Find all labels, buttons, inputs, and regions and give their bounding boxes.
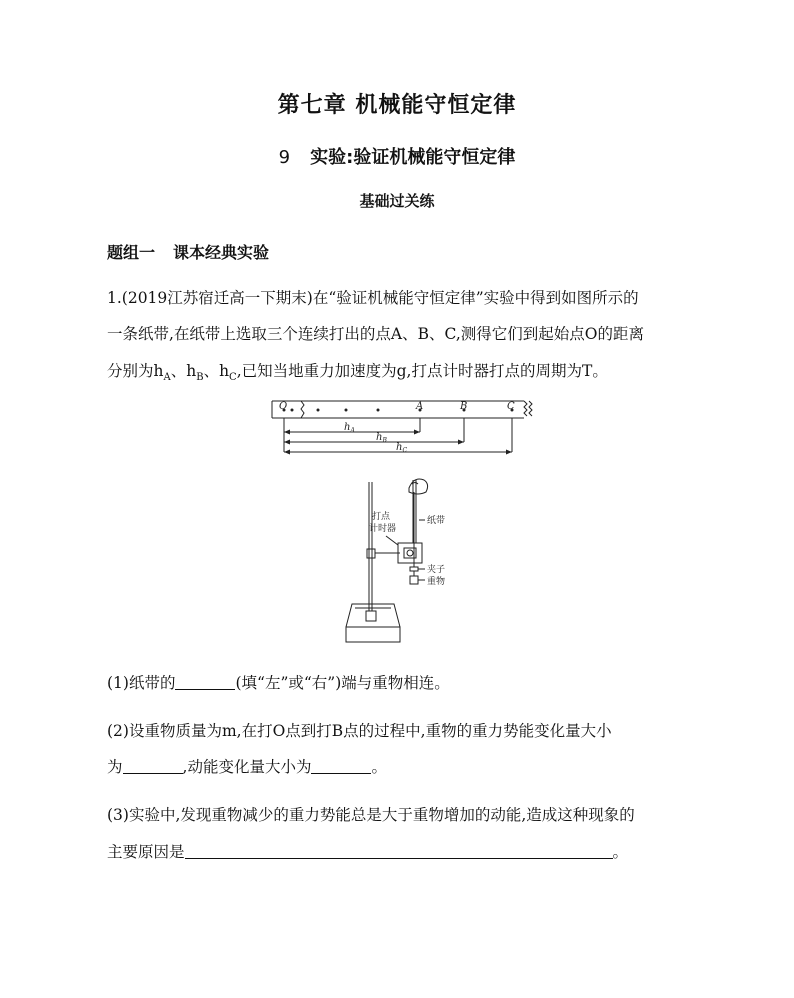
- question-2-line2: 为 ,动能变化量大小为 。: [107, 758, 387, 776]
- question-3-line2: 主要原因是 。: [107, 843, 629, 861]
- answer-blank-2b[interactable]: [311, 758, 371, 775]
- timer-label-1: 打点: [372, 512, 391, 522]
- ha-label: $h_A$: [344, 422, 355, 434]
- group-name: 课本经典实验: [173, 243, 270, 262]
- hc-label: $h_C$: [396, 442, 408, 454]
- chapter-title: 第七章 机械能守恒定律: [277, 93, 517, 118]
- point-c-label: C: [507, 401, 515, 412]
- tape-label: 纸带: [427, 516, 446, 526]
- question-2-line1: (2)设重物质量为m,在打O点到打B点的过程中,重物的重力势能变化量大小: [107, 722, 612, 740]
- problem1-line1: 1.(2019江苏宿迁高一下期末)在“验证机械能守恒定律”实验中得到如图所示的: [107, 289, 639, 307]
- answer-blank-3[interactable]: [185, 843, 613, 860]
- question-1: (1)纸带的 (填“左”或“右”)端与重物相连。: [107, 674, 450, 692]
- point-o-label: O: [279, 401, 288, 412]
- problem1-line3: 分别为$h_A$、$h_B$、$h_C$,已知当地重力加速度为g,打点计时器打点的周期为T。: [107, 362, 608, 384]
- point-a-label: A: [416, 401, 424, 412]
- answer-blank-2a[interactable]: [123, 758, 183, 775]
- answer-blank-1[interactable]: [175, 674, 235, 691]
- timer-label-2: 计时器: [369, 524, 397, 534]
- point-b-label: B: [460, 401, 468, 412]
- exercise-level-title: 基础过关练: [359, 192, 435, 210]
- section-number: 9: [278, 147, 291, 168]
- section-name: 实验:验证机械能守恒定律: [310, 147, 516, 168]
- clip-label: 夹子: [427, 565, 446, 575]
- weight-label: 重物: [427, 577, 446, 587]
- group-label: 题组一: [107, 243, 156, 262]
- question-3-line1: (3)实验中,发现重物减少的重力势能总是大于重物增加的动能,造成这种现象的: [107, 806, 635, 824]
- hb-label: $h_B$: [376, 432, 387, 444]
- problem1-line2: 一条纸带,在纸带上选取三个连续打出的点A、B、C,测得它们到起始点O的距离: [107, 325, 644, 343]
